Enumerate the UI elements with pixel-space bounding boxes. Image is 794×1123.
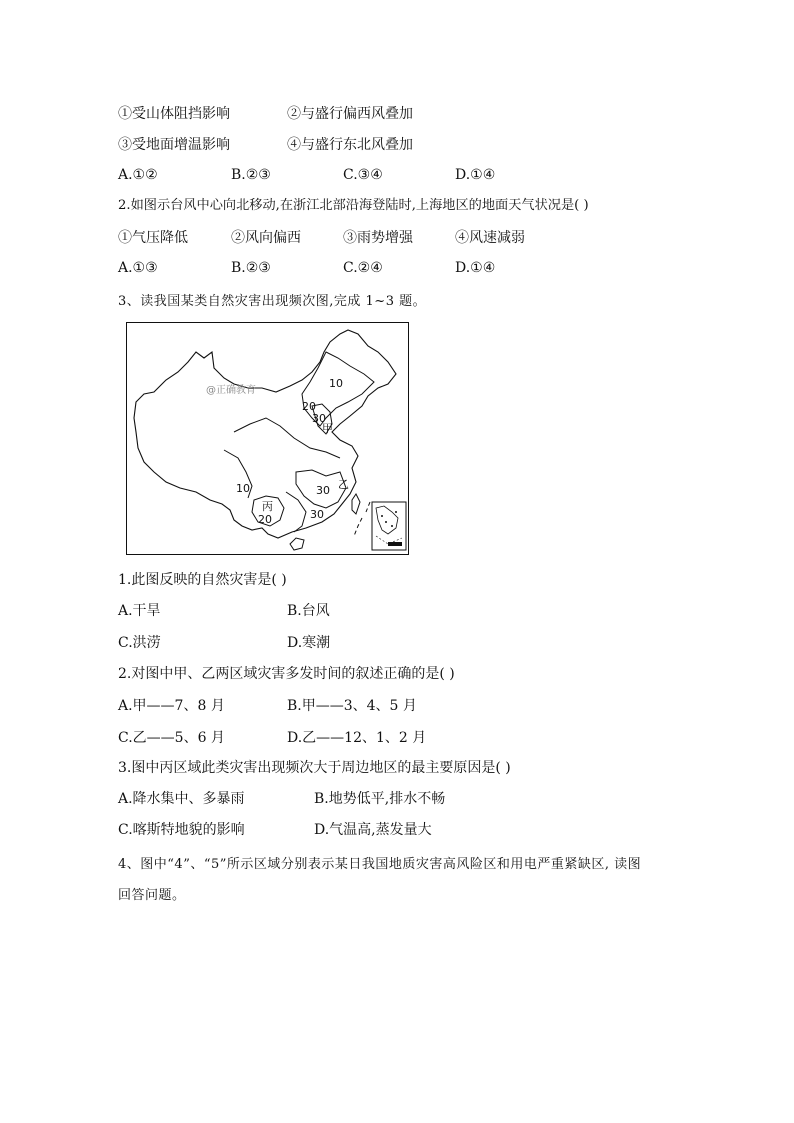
region-label-yi: 乙 <box>338 478 349 491</box>
option-a: A.甲——7、8 月 <box>118 698 225 714</box>
section-4-text: 4、图中“4”、“5”所示区域分别表示某日我国地质灾害高风险区和用电严重紧缺区, 读图 <box>118 857 642 872</box>
answer-d: D.①④ <box>455 167 496 183</box>
question-2-stem: 2.对图中甲、乙两区域灾害多发时间的叙述正确的是( ) <box>118 666 455 682</box>
answer-c: C.③④ <box>343 167 383 183</box>
option-3: ③受地面增温影响 <box>118 137 230 153</box>
question-3-stem: 3.图中丙区域此类灾害出现频次大于周边地区的最主要原因是( ) <box>118 760 511 776</box>
region-label-jia: 甲 <box>322 422 333 435</box>
option-a: A.干旱 <box>118 603 161 619</box>
item-3: ③雨势增强 <box>343 230 413 246</box>
option-b: B.地势低平,排水不畅 <box>314 791 446 807</box>
option-c: C.乙——5、6 月 <box>118 730 225 746</box>
item-4: ④风速减弱 <box>455 230 525 246</box>
option-4: ④与盛行东北风叠加 <box>287 137 413 153</box>
south-china-sea-inset <box>372 502 406 550</box>
section-4-text-cont: 回答问题。 <box>118 888 186 903</box>
watermark: @正确教育 <box>206 385 256 396</box>
item-2: ②风向偏西 <box>231 230 301 246</box>
option-c: C.洪涝 <box>118 635 161 651</box>
isoline-label: 30 <box>310 508 324 521</box>
isoline-label: 20 <box>258 513 272 526</box>
option-2: ②与盛行偏西风叠加 <box>287 106 413 122</box>
answer-b: B.②③ <box>231 167 271 183</box>
isoline-label: 10 <box>329 377 343 390</box>
answer-a: A.①② <box>118 167 158 183</box>
answer-c: C.②④ <box>343 260 383 276</box>
section-heading: 3、读我国某类自然灾害出现频次图,完成 1~3 题。 <box>118 294 427 309</box>
answer-d: D.①④ <box>455 260 496 276</box>
isoline-label: 10 <box>236 482 250 495</box>
option-1: ①受山体阻挡影响 <box>118 106 230 122</box>
china-disaster-frequency-map <box>126 322 409 555</box>
option-c: C.喀斯特地貌的影响 <box>118 822 245 838</box>
option-d: D.乙——12、1、2 月 <box>287 730 427 746</box>
isoline-label: 30 <box>316 484 330 497</box>
isoline-label: 30 <box>312 412 326 425</box>
answer-b: B.②③ <box>231 260 271 276</box>
item-1: ①气压降低 <box>118 230 188 246</box>
option-b: B.甲——3、4、5 月 <box>287 698 417 714</box>
option-b: B.台风 <box>287 603 330 619</box>
option-a: A.降水集中、多暴雨 <box>118 791 245 807</box>
answer-a: A.①③ <box>118 260 158 276</box>
region-label-bing: 丙 <box>262 500 273 513</box>
option-d: D.寒潮 <box>287 635 331 651</box>
option-d: D.气温高,蒸发量大 <box>314 822 432 838</box>
question-stem: 2.如图示台风中心向北移动,在浙江北部沿海登陆时,上海地区的地面天气状况是( ) <box>118 198 589 213</box>
question-1-stem: 1.此图反映的自然灾害是( ) <box>118 572 287 588</box>
isoline-label: 20 <box>302 400 316 413</box>
